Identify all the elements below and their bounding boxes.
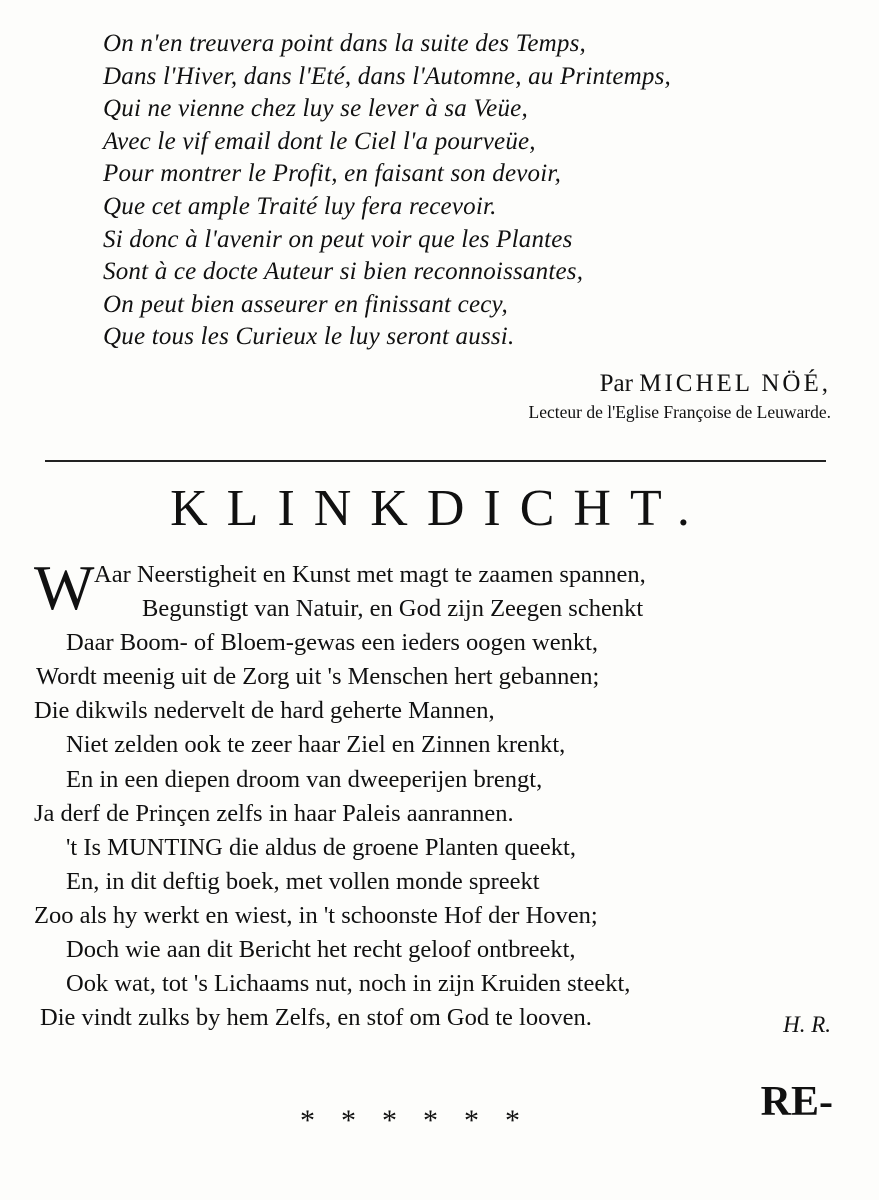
- french-line-5: Pour montrer le Profit, en faisant son devoir,: [103, 160, 562, 188]
- sonnet-line-8: Ja derf de Prinçen zelfs in haar Paleis aanrannen.: [34, 799, 514, 827]
- catchword: RE-: [760, 1079, 833, 1125]
- sonnet-line-4: Wordt meenig uit de Zorg uit 's Menschen hert gebannen;: [36, 663, 600, 691]
- par-word: Par: [599, 370, 633, 397]
- french-line-2: Dans l'Hiver, dans l'Eté, dans l'Automne, au Printemps,: [103, 62, 671, 90]
- asterisk-ornament: ******: [300, 1104, 546, 1137]
- sonnet-line-3: Daar Boom- of Bloem-gewas een ieders oogen wenkt,: [66, 629, 599, 657]
- french-line-6: Que cet ample Traité luy fera recevoir.: [103, 192, 497, 220]
- french-line-7: Si donc à l'avenir on peut voir que les Plantes: [103, 225, 573, 253]
- french-line-1: On n'en treuvera point dans la suite des Temps,: [103, 30, 587, 57]
- attribution: [529, 368, 831, 424]
- sonnet-line-5: Die dikwils nedervelt de hard geherte Mannen,: [34, 697, 495, 725]
- french-line-9: On peut bien asseurer en finissant cecy,: [103, 290, 508, 318]
- sonnet-author-initials: H. R.: [783, 1012, 831, 1037]
- french-line-4: Avec le vif email dont le Ciel l'a pourveüe,: [103, 127, 536, 155]
- sonnet-line-1-text: Aar Neerstigheit en Kunst met magt te zaamen spannen,: [94, 561, 646, 588]
- sonnet-line-12: Doch wie aan dit Bericht het recht geloof ontbreekt,: [66, 936, 576, 964]
- french-line-3: Qui ne vienne chez luy se lever à sa Veüe,: [103, 95, 528, 123]
- sonnet-line-2: Begunstigt van Natuir, en God zijn Zeegen schenkt: [142, 595, 644, 623]
- author-name: MICHEL NÖÉ,: [639, 370, 831, 397]
- french-poem: [103, 28, 843, 354]
- sonnet-line-14: Die vindt zulks by hem Zelfs, en stof om God te looven.: [40, 1004, 592, 1032]
- author-role: Lecteur de l'Eglise Françoise de Leuwarde.: [528, 402, 831, 422]
- sonnet-line-6: Niet zelden ook te zeer haar Ziel en Zinnen krenkt,: [66, 731, 566, 759]
- sonnet-line-13: Ook wat, tot 's Lichaams nut, noch in zijn Kruiden steekt,: [66, 970, 631, 998]
- sonnet-title: KLINKDICHT.: [170, 480, 709, 537]
- author-line: [529, 368, 831, 400]
- french-line-10: Que tous les Curieux le luy seront aussi.: [103, 323, 515, 351]
- french-line-8: Sont à ce docte Auteur si bien reconnoissantes,: [103, 258, 584, 286]
- sonnet-line-7: En in een diepen droom van dweeperijen brengt,: [66, 765, 543, 793]
- sonnet-line-9: 't Is MUNTING die aldus de groene Planten queekt,: [66, 833, 576, 861]
- sonnet-line-10: En, in dit deftig boek, met vollen monde spreekt: [66, 867, 540, 895]
- sonnet-line-11: Zoo als hy werkt en wiest, in 't schoonste Hof der Hoven;: [34, 901, 598, 929]
- section-divider: [45, 460, 826, 462]
- drop-cap: W: [34, 552, 95, 623]
- dutch-sonnet: [34, 552, 844, 1035]
